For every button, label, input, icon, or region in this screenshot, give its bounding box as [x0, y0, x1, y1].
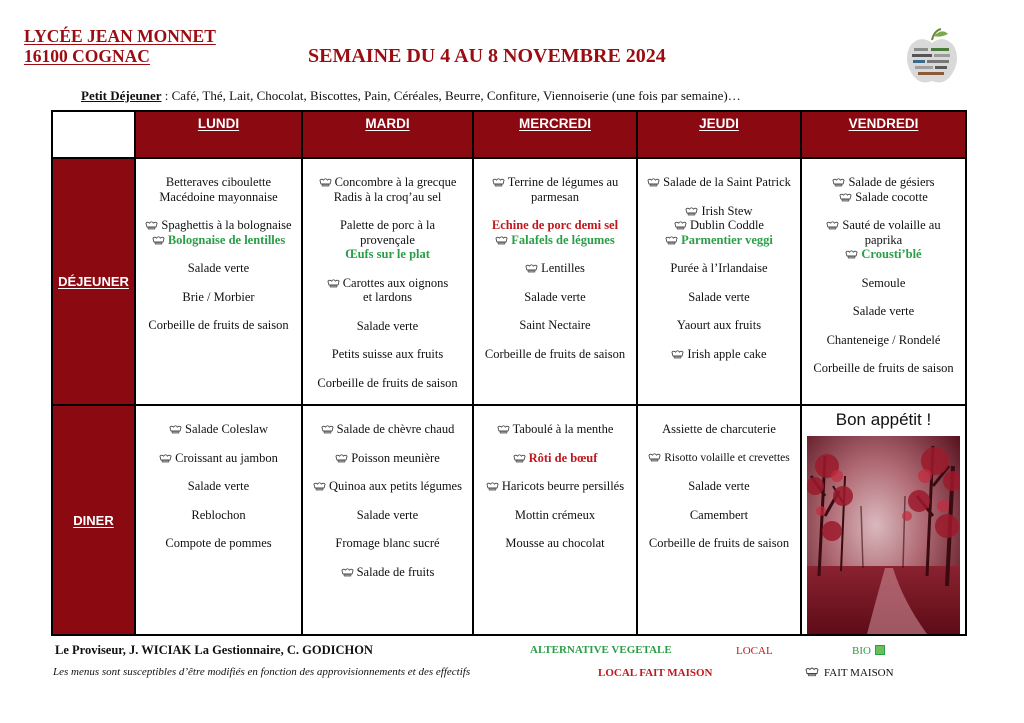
menu-item: Carottes aux oignons [305, 276, 470, 291]
breakfast-items: : Café, Thé, Lait, Chocolat, Biscottes, Pain, Céréales, Beurre, Confiture, Viennoiserie (une fois par semaine)… [161, 88, 741, 103]
menu-item: Dublin Coddle [640, 218, 798, 233]
menu-item: Salade verte [356, 318, 419, 333]
menu-item-vegetal: Crousti’blé [804, 247, 963, 262]
menu-item: Corbeille de fruits de saison [148, 318, 289, 332]
menu-item: Salade verte [524, 289, 586, 304]
homemade-icon [492, 177, 505, 187]
disclaimer: Les menus sont susceptibles d’être modifiés en fonction des approvisionnements et des effectifs [53, 666, 471, 678]
menu-item: Petits suisse aux fruits [331, 347, 444, 361]
menu-item: Macédoine mayonnaise [159, 189, 278, 204]
menu-item: Assiette de charcuterie [662, 422, 776, 436]
menu-item: Chanteneige / Rondelé [826, 332, 941, 347]
homemade-icon [513, 453, 526, 463]
day-header-row [52, 111, 966, 158]
menu-item: Corbeille de fruits de saison [813, 361, 954, 375]
homemade-icon [685, 206, 698, 216]
dinner-label-cell [52, 405, 135, 635]
homemade-icon [319, 177, 332, 187]
menu-item: Risotto volaille et crevettes [640, 451, 798, 466]
menu-item: Mottin crémeux [514, 507, 596, 522]
homemade-icon [159, 453, 172, 463]
homemade-icon [826, 220, 839, 230]
menu-item: Quinoa aux petits légumes [305, 479, 470, 494]
legend-homemade: FAIT MAISON [805, 666, 894, 679]
dinner-jeudi [637, 405, 801, 635]
week-title: SEMAINE DU 4 AU 8 NOVEMBRE 2024 [308, 45, 666, 67]
menu-item: Salade verte [688, 289, 750, 304]
dinner-row [52, 405, 966, 635]
menu-item-vegetal: Œufs sur le plat [345, 247, 430, 261]
menu-item: Salade de gésiers [804, 175, 963, 190]
menu-item: Betteraves ciboulette [165, 175, 272, 189]
homemade-icon [321, 424, 334, 434]
homemade-icon [805, 666, 819, 677]
menu-table [51, 110, 967, 636]
menu-item: Radis à la croq’au sel [333, 189, 442, 204]
apple-logo [904, 26, 960, 88]
homemade-icon [152, 235, 165, 245]
menu-item-local: Echine de porc demi sel [491, 218, 619, 232]
lunch-lundi [135, 158, 302, 405]
homemade-icon [497, 424, 510, 434]
dinner-vendredi [801, 405, 966, 635]
day-header-jeudi: JEUDI [637, 111, 801, 158]
lunch-mercredi [473, 158, 637, 405]
dinner-label: DINER [73, 512, 114, 528]
lunch-label: DÉJEUNER [58, 274, 129, 289]
homemade-icon [665, 235, 678, 245]
homemade-icon [845, 249, 858, 259]
menu-item: Purée à l’Irlandaise [670, 261, 768, 275]
menu-item: Salade cocotte [804, 190, 963, 205]
lunch-row [52, 158, 966, 405]
homemade-icon [648, 452, 661, 462]
menu-item: Irish Stew [640, 204, 798, 219]
autumn-forest-image [807, 436, 960, 634]
homemade-icon [327, 278, 340, 288]
menu-item: Corbeille de fruits de saison [317, 375, 458, 390]
homemade-icon [169, 424, 182, 434]
menu-item: Saint Nectaire [519, 318, 591, 332]
lunch-mardi [302, 158, 473, 405]
school-name: LYCÉE JEAN MONNET [24, 26, 216, 46]
day-header-mardi: MARDI [302, 111, 473, 158]
homemade-icon [313, 481, 326, 491]
lunch-jeudi [637, 158, 801, 405]
dinner-mardi [302, 405, 473, 635]
menu-item: Salade verte [688, 479, 750, 493]
homemade-icon [647, 177, 660, 187]
menu-item: Lentilles [476, 261, 634, 276]
day-header-lundi: LUNDI [135, 111, 302, 158]
signatures: Le Proviseur, J. WICIAK La Gestionnaire, C. GODICHON [55, 643, 373, 657]
breakfast-line [81, 88, 741, 104]
menu-item: Taboulé à la menthe [476, 422, 634, 437]
menu-item: Irish apple cake [640, 347, 798, 362]
homemade-icon [486, 481, 499, 491]
homemade-icon [145, 220, 158, 230]
menu-item: Sauté de volaille au [804, 218, 963, 233]
menu-item: Corbeille de fruits de saison [648, 536, 790, 550]
menu-item: Croissant au jambon [138, 451, 299, 466]
school-header [24, 26, 216, 66]
bon-appetit-message: Bon appétit ! [835, 410, 932, 429]
menu-item: Salade de la Saint Patrick [640, 175, 798, 190]
legend-vegetal: ALTERNATIVE VEGETALE [530, 644, 672, 656]
lunch-label-cell [52, 158, 135, 405]
menu-item: Brie / Morbier [182, 289, 255, 304]
menu-item: Yaourt aux fruits [676, 318, 762, 332]
menu-item: Corbeille de fruits de saison [484, 346, 626, 361]
menu-item-vegetal: Bolognaise de lentilles [138, 233, 299, 248]
homemade-icon [341, 567, 354, 577]
legend-bio: BIO [852, 645, 885, 657]
menu-item: Terrine de légumes au [476, 175, 634, 190]
day-header-mercredi: MERCREDI [473, 111, 637, 158]
homemade-icon [839, 192, 852, 202]
menu-item-local: Rôti de bœuf [476, 451, 634, 466]
menu-item: Reblochon [191, 507, 246, 522]
menu-item: Fromage blanc sucré [335, 536, 440, 550]
menu-item: Salade de chèvre chaud [305, 422, 470, 437]
menu-item: paprika [864, 232, 903, 247]
menu-item: Semoule [861, 275, 906, 290]
homemade-icon [674, 220, 687, 230]
bio-leaf-icon [875, 645, 885, 655]
menu-item: Salade de fruits [305, 565, 470, 580]
menu-item: Poisson meunière [305, 451, 470, 466]
legend-local: LOCAL [736, 645, 773, 657]
dinner-mercredi [473, 405, 637, 635]
menu-item: Palette de porc à la [339, 218, 436, 232]
menu-item: Camembert [689, 507, 749, 522]
breakfast-label: Petit Déjeuner [81, 88, 162, 103]
menu-item: parmesan [531, 189, 579, 204]
menu-item: et lardons [363, 290, 412, 304]
menu-item: provençale [360, 232, 415, 247]
homemade-icon [525, 263, 538, 273]
menu-item: Salade verte [852, 304, 915, 318]
menu-item: Haricots beurre persillés [476, 479, 634, 494]
day-header-vendredi: VENDREDI [801, 111, 966, 158]
menu-item: Spaghettis à la bolognaise [138, 218, 299, 233]
menu-item: Compote de pommes [165, 536, 272, 550]
table-corner [52, 111, 135, 158]
menu-item: Mousse au chocolat [505, 536, 605, 550]
homemade-icon [671, 349, 684, 359]
menu-item: Salade Coleslaw [138, 422, 299, 437]
menu-item: Concombre à la grecque [305, 175, 470, 190]
dinner-lundi [135, 405, 302, 635]
menu-item: Salade verte [187, 261, 250, 275]
menu-item-vegetal: Falafels de légumes [476, 233, 634, 248]
menu-item-vegetal: Parmentier veggi [640, 233, 798, 248]
lunch-vendredi [801, 158, 966, 405]
homemade-icon [495, 235, 508, 245]
menu-item: Salade verte [356, 507, 419, 522]
menu-item: Salade verte [187, 479, 250, 493]
school-city: 16100 COGNAC [24, 46, 150, 66]
homemade-icon [832, 177, 845, 187]
legend-local-homemade: LOCAL FAIT MAISON [598, 667, 713, 679]
homemade-icon [335, 453, 348, 463]
